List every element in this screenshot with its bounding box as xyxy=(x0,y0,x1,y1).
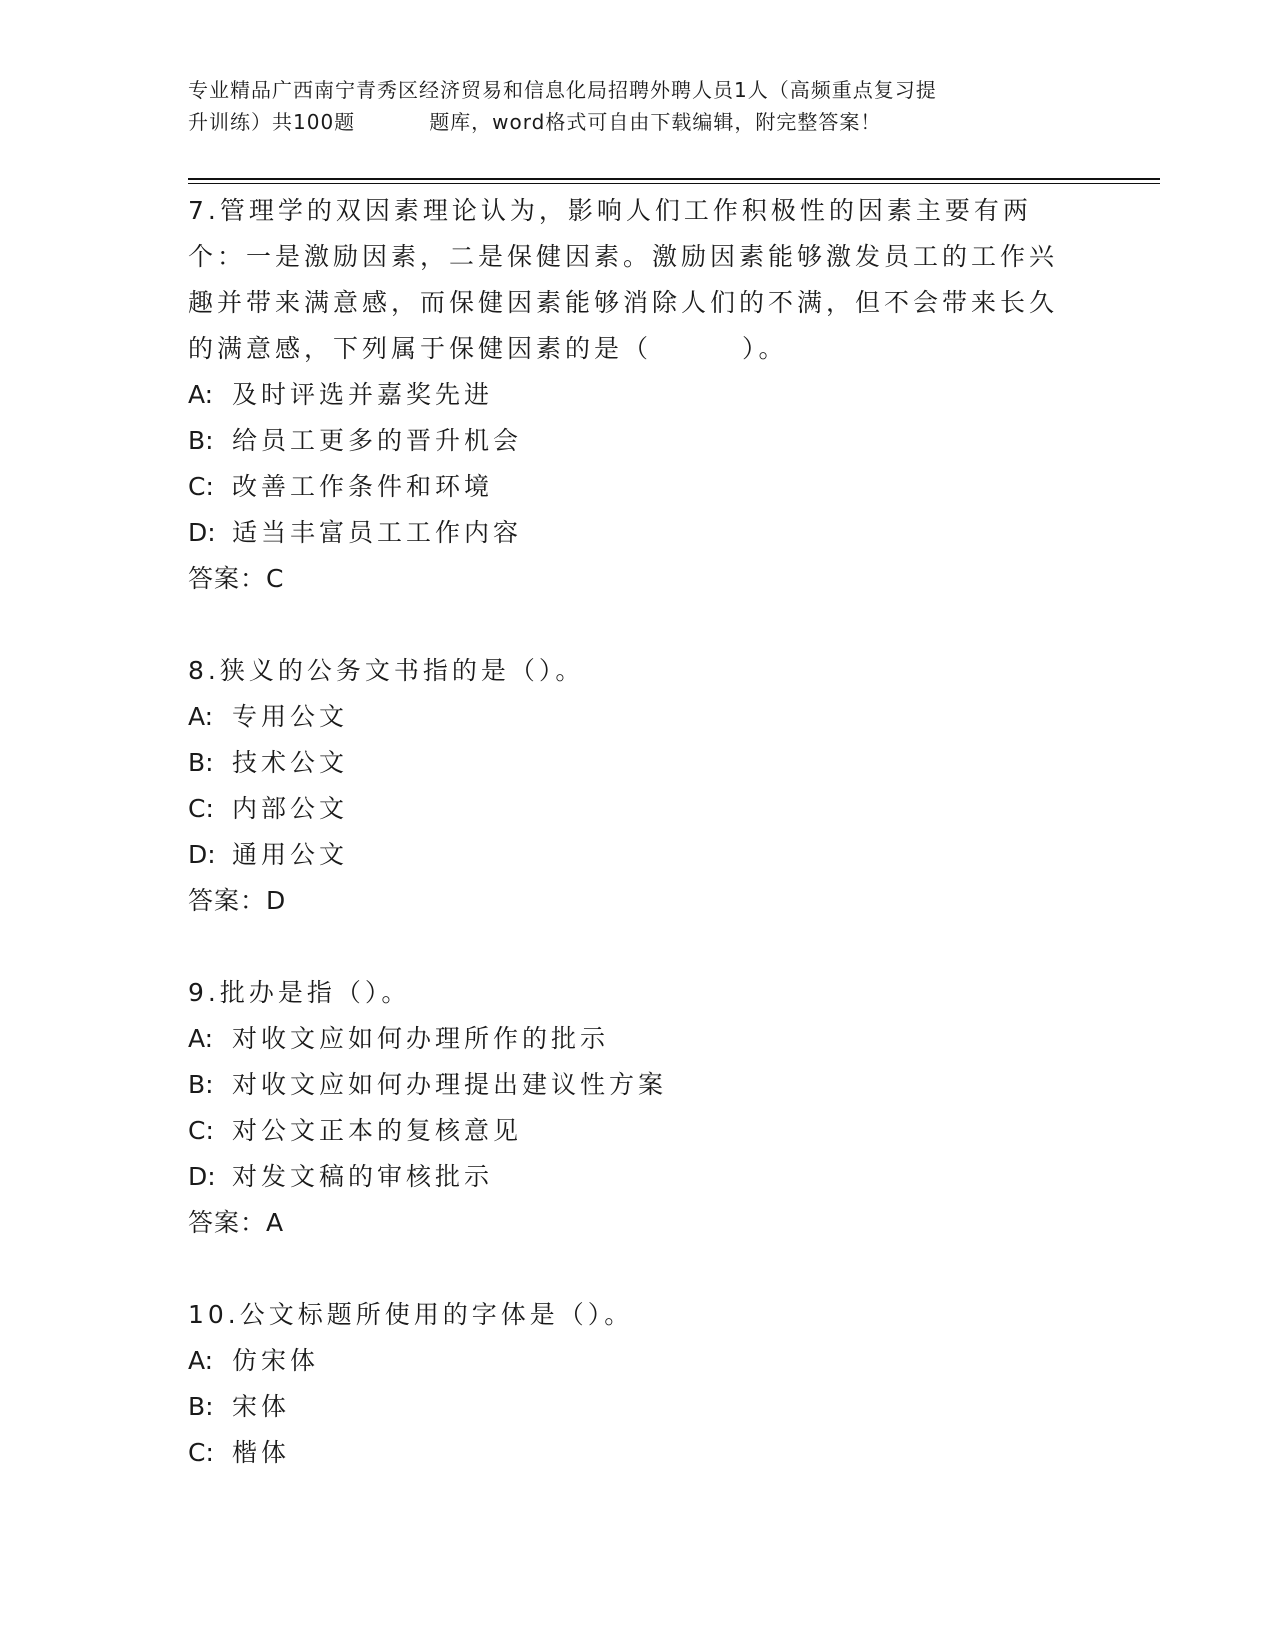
option-key: B: xyxy=(188,1070,214,1099)
option-key: D: xyxy=(188,1162,216,1191)
option-key: C: xyxy=(188,472,214,501)
option-text: 对收文应如何办理提出建议性方案 xyxy=(232,1070,668,1099)
option-d xyxy=(188,1154,1068,1200)
header-divider-thick xyxy=(188,178,1160,180)
header-line-2 xyxy=(188,106,1088,138)
option-key: B: xyxy=(188,748,214,777)
option-text: 楷体 xyxy=(232,1438,291,1467)
question-8 xyxy=(188,648,1068,924)
option-key: B: xyxy=(188,426,214,455)
option-text: 通用公文 xyxy=(232,840,349,869)
question-stem xyxy=(188,188,1068,372)
option-d xyxy=(188,510,1068,556)
question-stem-end: ）。 xyxy=(742,334,788,363)
option-c xyxy=(188,464,1068,510)
option-text: 仿宋体 xyxy=(232,1346,320,1375)
option-key: C: xyxy=(188,794,214,823)
option-text: 给员工更多的晋升机会 xyxy=(232,426,523,455)
answer-line: 答案：A xyxy=(188,1208,285,1237)
option-key: A: xyxy=(188,380,214,409)
option-text: 内部公文 xyxy=(232,794,349,823)
option-text: 对公文正本的复核意见 xyxy=(232,1116,523,1145)
option-text: 适当丰富员工工作内容 xyxy=(232,518,523,547)
option-key: D: xyxy=(188,518,216,547)
option-c xyxy=(188,786,1068,832)
question-10 xyxy=(188,1292,1068,1476)
question-stem-text: 7.管理学的双因素理论认为，影响人们工作积极性的因素主要有两个：一是激励因素，二是保健因素。激励因素能够激发员工的工作兴趣并带来满意感，而保健因素能够消除人们的不满，但不会带来长久的满意感，下列属于保健因素的是（ xyxy=(188,196,1059,363)
option-text: 及时评选并嘉奖先进 xyxy=(232,380,494,409)
answer-line: 答案：D xyxy=(188,886,287,915)
option-b xyxy=(188,1062,1068,1108)
option-key: A: xyxy=(188,1346,214,1375)
option-d xyxy=(188,832,1068,878)
question-stem: 9.批办是指（）。 xyxy=(188,978,411,1007)
option-b xyxy=(188,418,1068,464)
option-key: C: xyxy=(188,1116,214,1145)
option-b xyxy=(188,740,1068,786)
option-text: 对发文稿的审核批示 xyxy=(232,1162,494,1191)
option-a xyxy=(188,372,1068,418)
question-list xyxy=(188,188,1068,1522)
header-line-1: 专业精品广西南宁青秀区经济贸易和信息化局招聘外聘人员1人（高频重点复习提 xyxy=(188,78,937,102)
option-key: A: xyxy=(188,1024,214,1053)
answer-line: 答案：C xyxy=(188,564,285,593)
option-c xyxy=(188,1108,1068,1154)
option-key: A: xyxy=(188,702,214,731)
option-text: 改善工作条件和环境 xyxy=(232,472,494,501)
option-key: B: xyxy=(188,1392,214,1421)
option-key: D: xyxy=(188,840,216,869)
header-line-2-part-2: 题库，word格式可自由下载编辑，附完整答案！ xyxy=(429,110,882,134)
option-text: 专用公文 xyxy=(232,702,349,731)
document-header xyxy=(188,74,1088,138)
option-b xyxy=(188,1384,1068,1430)
option-c xyxy=(188,1430,1068,1476)
header-divider-thin xyxy=(188,183,1160,184)
option-key: C: xyxy=(188,1438,214,1467)
option-text: 对收文应如何办理所作的批示 xyxy=(232,1024,610,1053)
option-text: 宋体 xyxy=(232,1392,291,1421)
option-text: 技术公文 xyxy=(232,748,349,777)
question-stem: 8.狭义的公务文书指的是（）。 xyxy=(188,656,585,685)
question-9 xyxy=(188,970,1068,1246)
question-stem: 10.公文标题所使用的字体是（）。 xyxy=(188,1300,634,1329)
option-a xyxy=(188,694,1068,740)
header-line-2-part-1: 升训练）共100题 xyxy=(188,110,356,134)
option-a xyxy=(188,1338,1068,1384)
option-a xyxy=(188,1016,1068,1062)
question-7 xyxy=(188,188,1068,602)
